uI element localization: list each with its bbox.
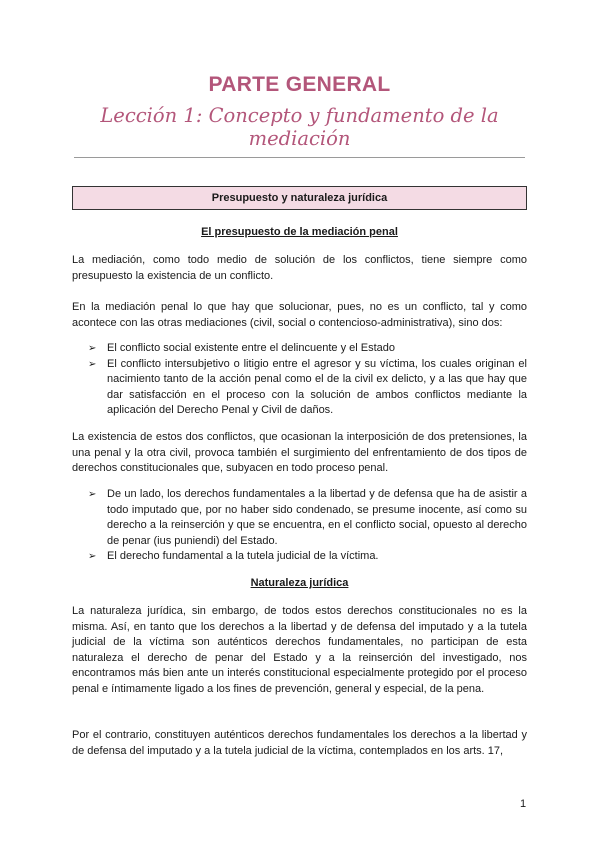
section-heading-presupuesto: El presupuesto de la mediación penal xyxy=(201,226,398,238)
arrow-bullet-icon: ➢ xyxy=(88,358,97,370)
bullet-list xyxy=(72,341,527,419)
paragraph: Por el contrario, constituyen auténticos derechos fundamentales los derechos a la libertad y de defensa del imputado y a la tutela judicial de la víctima, contemplados en los arts. 17, xyxy=(72,729,527,757)
divider xyxy=(74,157,525,158)
list-item-text: De un lado, los derechos fundamentales a la libertad y de defensa que ha de asistir a todo imputado que, por no haber sido condenado, se presume inocente, así como su derecho a la reinserción y que se encuentra, en el conflicto social, opuesto al derecho de penar (ius puniendi) del Estado. xyxy=(107,488,527,547)
paragraph: La existencia de estos dos conflictos, que ocasionan la interposición de dos pretensiones, la una penal y la otra civil, provoca también el surgimiento del enfrentamiento de dos tipos de derechos constitucionales que, subyacen en todo proceso penal. xyxy=(72,431,527,475)
section-box: Presupuesto y naturaleza jurídica xyxy=(72,186,527,210)
paragraph: En la mediación penal lo que hay que solucionar, pues, no es un conflicto, tal y como acontece con las otras mediaciones (civil, social o contencioso-administrativa), sino dos: xyxy=(72,301,527,329)
list-item-text: El conflicto social existente entre el delincuente y el Estado xyxy=(107,342,395,354)
arrow-bullet-icon: ➢ xyxy=(88,489,97,500)
list-item-text: El conflicto intersubjetivo o litigio entre el agresor y su víctima, los cuales originan el nacimiento tanto de la acción penal como el de la civil ex delicto, y a las que hay que dar satisfacción en el proceso con la solución de ambos conflictos mediante la aplicación del Derecho Penal y Civil de daños. xyxy=(107,357,527,417)
section-heading-naturaleza: Naturaleza jurídica xyxy=(250,577,349,589)
list-item xyxy=(72,341,527,357)
bullet-list xyxy=(72,487,527,565)
list-item-text: El derecho fundamental a la tutela judicial de la víctima. xyxy=(107,550,379,563)
lesson-subtitle: Lección 1: Concepto y fundamento de la mediación xyxy=(100,104,499,150)
page-number: 1 xyxy=(520,798,527,810)
list-item xyxy=(72,487,527,549)
paragraph: La mediación, como todo medio de solución de los conflictos, tiene siempre como presupuesto la existencia de un conflicto. xyxy=(72,254,527,282)
paragraph: La naturaleza jurídica, sin embargo, de todos estos derechos constitucionales no es la misma. Así, en tanto que los derechos a la libertad y de defensa del imputado y a la tutela judicial de la víctima son auténticos derechos fundamentales, no participan de esta naturaleza el derecho de penar del Estado y a la reinserción del investigado, nos encontramos más bien ante un interés constitucional especialmente protegido por el proceso penal e íntimamente ligado a los fines de prevención, general y especial, de la pena. xyxy=(72,605,527,695)
list-item xyxy=(72,549,527,565)
list-item xyxy=(72,357,527,419)
page-title: PARTE GENERAL xyxy=(208,73,391,96)
arrow-bullet-icon: ➢ xyxy=(88,343,97,354)
arrow-bullet-icon: ➢ xyxy=(88,551,97,563)
